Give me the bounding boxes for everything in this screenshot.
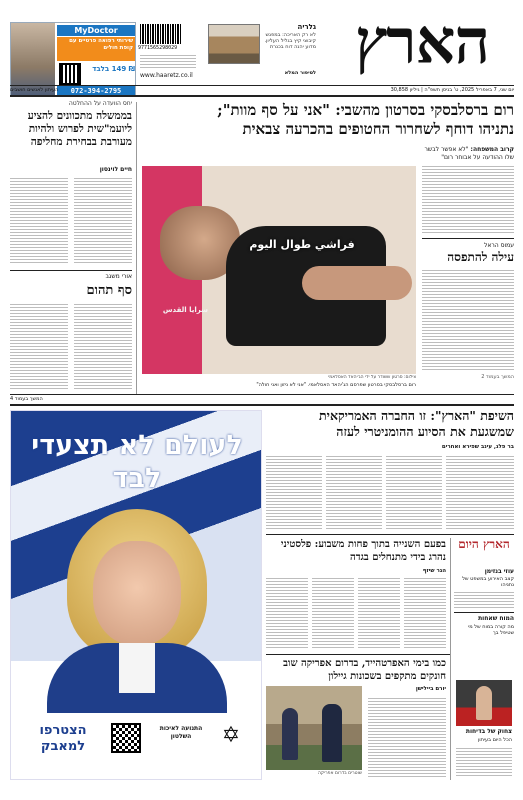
masthead xyxy=(0,0,523,100)
sidebar-today-title[interactable]: הארץ היום xyxy=(458,537,510,551)
left-top-headline[interactable]: בממשלה מתכוונים להציע ליועמ"שית לפרוש ולהיות מעורבת בבחירת מחליפה xyxy=(27,110,132,148)
middle-story-headline[interactable]: בפעם השנייה בתוך פחות משבוע: פלסטיני נהרג בידי מתנחלים בגדה xyxy=(280,539,446,563)
bottom-story-headline[interactable]: כמו בימי האפרטהייד, בדרום אפריקה שוב חונקים מתקפים בשכונות גיילון xyxy=(283,658,446,682)
lead-photo-overlay-text: فراشي طوال اليوم xyxy=(249,238,355,251)
middle-story-body-col2 xyxy=(312,576,354,648)
sidebar-item3-figure xyxy=(476,686,492,720)
column-right-headline[interactable]: עילה להתפסה xyxy=(447,250,514,264)
middle-story-byline: הגר שיזף xyxy=(422,568,446,574)
column-right-continued[interactable]: המשך בעמוד 2 xyxy=(481,374,514,380)
supplement-title: גלריה xyxy=(297,23,316,31)
masthead-logo[interactable]: הארץ xyxy=(354,5,490,78)
editorial-body-col3 xyxy=(386,454,442,530)
left-top-story xyxy=(10,100,132,394)
sidebar-item3-body xyxy=(456,746,512,776)
supplement-sub: לסיפור המלא xyxy=(284,70,316,76)
lead-photo[interactable] xyxy=(142,166,416,374)
sidebar-item3-title[interactable]: צחוק של בדיחות xyxy=(465,728,512,735)
sidebar-item1-author: עוזי בנזימן xyxy=(484,568,514,575)
column-left-headline[interactable]: סף תהום xyxy=(86,283,132,298)
lead-headline-line2[interactable]: נתניהו דוחף לשחרור החטופים בהכרעה צבאית xyxy=(242,120,514,138)
sidebar-item3-text: הכל היום בעיתון xyxy=(477,737,512,743)
barcode-number: 9771565298029 xyxy=(138,45,178,51)
ad-headline: שירותי רפואה פרטיים עם קופת חולים xyxy=(57,37,135,61)
lead-photo-arm xyxy=(302,266,412,300)
column-left-body-col2 xyxy=(74,302,132,390)
ad-brand: MyDoctor xyxy=(57,25,135,36)
bottom-story-body xyxy=(368,696,446,778)
sidebar-item2-text: מה קורה במוח של מי שטיפל בך xyxy=(468,624,514,636)
ad-left-footer xyxy=(11,713,262,780)
sidebar-item1-text[interactable]: קצב האירוע במשפט של נתניהו xyxy=(462,576,514,588)
lead-side-column xyxy=(422,146,514,386)
ad-left-campaign[interactable] xyxy=(10,410,262,780)
sidebar-item3-photo[interactable] xyxy=(456,680,512,726)
sidebar-item1-body xyxy=(454,590,514,610)
ad-left-org: התנועה לאיכות השלטון xyxy=(159,725,203,740)
bottom-story-photo[interactable] xyxy=(266,686,362,770)
sidebar-item2-title[interactable]: המוח שאחות xyxy=(478,615,514,622)
middle-story-body-col4 xyxy=(404,576,446,648)
middle-story-body-col3 xyxy=(358,576,400,648)
column-right-body xyxy=(422,268,514,372)
lead-side-kicker: קרוב המשפחה: xyxy=(470,146,514,153)
ad-left-org-logo-icon: ✡ xyxy=(221,723,241,748)
ad-phone: 072-394-2795 xyxy=(57,86,135,96)
editorial-headline-line2[interactable]: שמשגעת את הסיוע ההומניטרי לעזה xyxy=(336,424,514,439)
editorial-body-col1 xyxy=(266,454,322,530)
ad-left-portrait-face xyxy=(93,541,181,645)
website-url[interactable]: www.haaretz.co.il xyxy=(140,72,193,79)
supplement-photo xyxy=(208,24,260,64)
masthead-small-text xyxy=(140,53,196,69)
editorial-byline: בר פלג, עינב שפירא ואחרים xyxy=(441,444,514,450)
left-top-body-col1 xyxy=(10,176,68,264)
ad-left-qr-code xyxy=(111,723,141,753)
bottom-photo-figure1 xyxy=(282,708,298,760)
ad-qr-code xyxy=(59,63,81,85)
lead-side-body xyxy=(422,164,514,234)
lead-photo-watermark: سرايا القدس xyxy=(162,306,208,314)
lead-photo-credit: צילום: סרטון ששודר על ידי הג'יהאד האסלאמי xyxy=(328,375,416,380)
lead-photo-caption: רום ברסלבסקי בסרטון שפרסם הג'יהאד האסלאמי. "אני לא ניזון ואני חולה" xyxy=(256,382,416,388)
lead-side-quote: "לא אפשר לבשר שלו ההודעה על אבוחר רום" xyxy=(424,146,514,161)
editorial-body-col4 xyxy=(446,454,514,530)
ad-left-portrait-shirt xyxy=(119,643,155,693)
editorial-headline-line1[interactable]: השיפת "הארץ": זו החברה האמריקאית xyxy=(319,408,514,423)
barcode xyxy=(140,24,182,44)
column-left-body-col1 xyxy=(10,302,68,390)
ad-left-headline: לעולם לא תצעדי לבד xyxy=(31,430,243,494)
lead-headline-line1[interactable]: רום ברסלבסקי בסרטון מהשבי: "אני על סף מוות"; xyxy=(217,101,514,119)
ad-price: ₪ 149 בלבד xyxy=(92,65,135,73)
bottom-story-caption: שוטרים בדרום אפריקה xyxy=(317,771,362,776)
column-right-kicker: עמוס הראל xyxy=(484,242,514,249)
ad-left-cta[interactable]: הצטרפו למאבק xyxy=(39,723,87,754)
sidebar-today xyxy=(454,538,514,658)
left-top-kicker: יחס הוועדה על ההחלטה xyxy=(68,100,132,107)
left-top-author: חיים לוינסון xyxy=(99,166,132,173)
column-left-kicker: אורי משגב xyxy=(105,273,132,280)
bottom-photo-figure2 xyxy=(322,704,342,762)
issue-line: יום שני, 7 באפריל 2025, ט' בניסן תשפ"ה | גיליון 30,858 xyxy=(390,87,514,93)
tagline: העיתון לאנשים חושבים xyxy=(10,87,59,93)
supplement-text: לא רק האריכה: במפגש קיבוצי קיץ בגליל העליון. מדוע יהנה דוח בכנרת xyxy=(264,32,316,50)
editorial-body-col2 xyxy=(326,454,382,530)
bottom-story-byline: יורם ביילישן xyxy=(415,686,446,692)
middle-story-body-col1 xyxy=(266,576,308,648)
lead-side-text xyxy=(422,146,514,162)
lead-continued[interactable]: המשך בעמוד 4 xyxy=(10,396,43,402)
left-top-body-col2 xyxy=(74,176,132,264)
